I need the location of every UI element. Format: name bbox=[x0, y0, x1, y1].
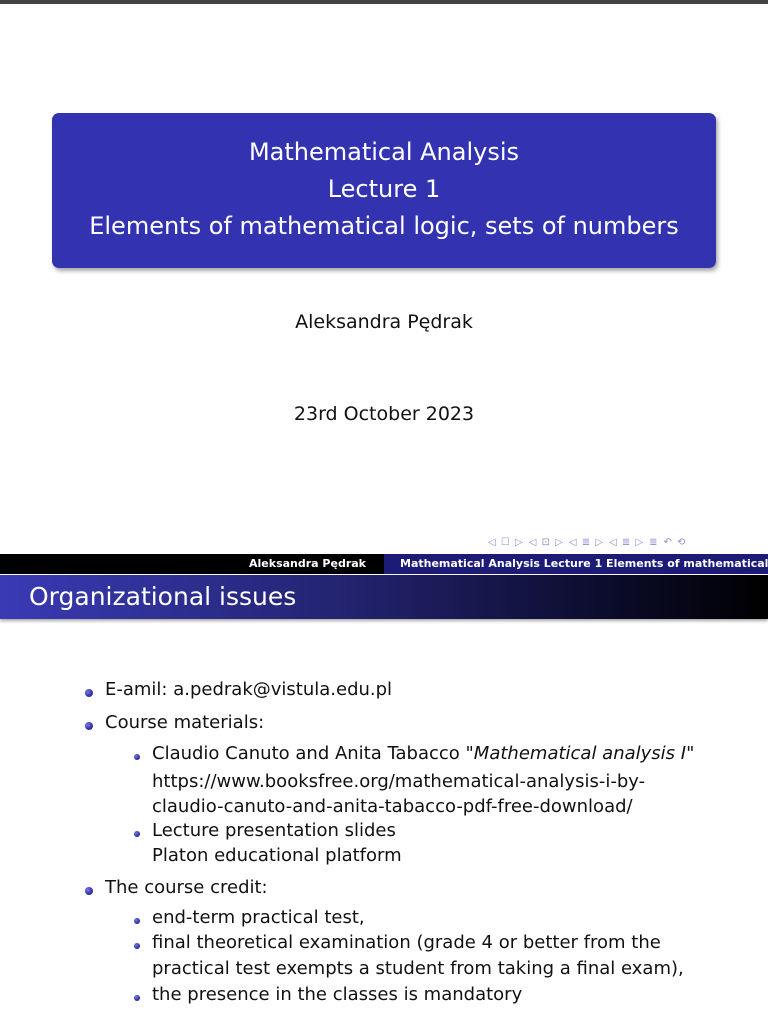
book-title: "Mathematical analysis I" bbox=[465, 743, 695, 764]
email-item: E-amil: a.pedrak@vistula.edu.pl bbox=[105, 679, 393, 700]
book-url-line1: https://www.booksfree.org/mathematical-analysis-i-by- bbox=[152, 771, 646, 792]
book-authors: Claudio Canuto and Anita Tabacco bbox=[152, 743, 466, 764]
footer-author: Aleksandra Pędrak bbox=[0, 554, 384, 574]
bullet-icon bbox=[85, 689, 93, 697]
platform-item: Platon educational platform bbox=[152, 845, 402, 866]
credit-practical-test: end-term practical test, bbox=[152, 907, 365, 928]
book-item bbox=[152, 743, 694, 764]
slide-nav-icon[interactable]: ◁ ☐ ▷ bbox=[488, 536, 524, 548]
title-block bbox=[52, 113, 716, 268]
credit-final-exam-line1: final theoretical examination (grade 4 or better from the bbox=[152, 932, 661, 953]
frame-title: Organizational issues bbox=[0, 575, 768, 619]
credit-final-exam-line2: practical test exempts a student from taking a final exam), bbox=[152, 958, 684, 979]
sub-bullet-icon bbox=[134, 943, 140, 949]
beamer-navigation[interactable] bbox=[488, 533, 768, 551]
appendix-nav-icon[interactable]: ≣ bbox=[649, 536, 659, 548]
sub-bullet-icon bbox=[134, 754, 140, 760]
search-back-icon[interactable]: ↶ ⟲ bbox=[663, 536, 687, 548]
sub-bullet-icon bbox=[134, 918, 140, 924]
lecture-number: Lecture 1 bbox=[327, 175, 441, 203]
book-url-line2: claudio-canuto-and-anita-tabacco-pdf-free-download/ bbox=[152, 796, 633, 817]
sub-bullet-icon bbox=[134, 831, 140, 837]
presentation-date: 23rd October 2023 bbox=[293, 403, 475, 425]
sub-bullet-icon bbox=[134, 995, 140, 1001]
author-name: Aleksandra Pędrak bbox=[295, 311, 473, 333]
credit-attendance: the presence in the classes is mandatory bbox=[152, 984, 523, 1005]
presentation-title: Mathematical Analysis bbox=[248, 138, 520, 166]
bullet-icon bbox=[85, 722, 93, 730]
footer-title: Mathematical Analysis Lecture 1 Elements of mathematical bbox=[384, 554, 768, 574]
lecture-subtitle: Elements of mathematical logic, sets of numbers bbox=[89, 212, 679, 240]
top-rule bbox=[0, 0, 768, 4]
slide-footer bbox=[0, 554, 768, 574]
bullet-icon bbox=[85, 887, 93, 895]
subsection-nav-icon[interactable]: ◁ ≣ ▷ bbox=[568, 536, 604, 548]
frame-nav-icon[interactable]: ◁ ⊡ ▷ bbox=[528, 536, 564, 548]
credit-item: The course credit: bbox=[105, 877, 268, 898]
materials-item: Course materials: bbox=[105, 712, 265, 733]
section-nav-icon[interactable]: ◁ ≣ ▷ bbox=[608, 536, 645, 548]
slides-item: Lecture presentation slides bbox=[152, 820, 396, 841]
